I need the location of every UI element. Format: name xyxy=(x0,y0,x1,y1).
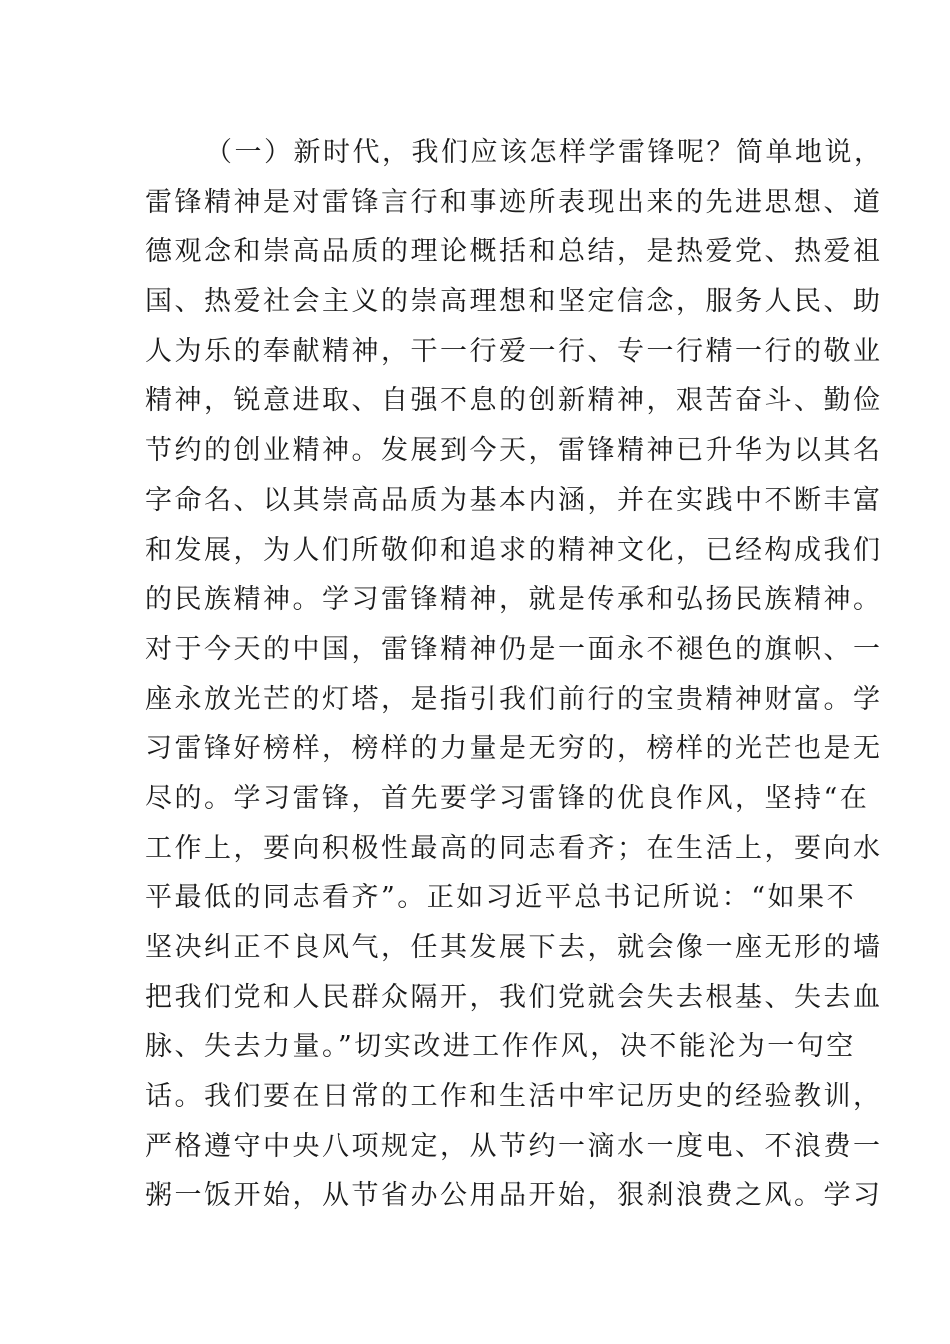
body-paragraph xyxy=(145,128,884,1221)
paragraph-line: 严格遵守中央八项规定，从节约一滴水一度电、不浪费一 xyxy=(145,1130,883,1162)
paragraph-line: 把我们党和人民群众隔开，我们党就会失去根基、失去血 xyxy=(145,981,883,1013)
paragraph-line: 节约的创业精神。发展到今天，雷锋精神已升华为以其名 xyxy=(145,435,883,467)
paragraph-line: 人为乐的奉献精神，干一行爱一行、专一行精一行的敬业 xyxy=(145,335,883,367)
paragraph-line: 尽的。学习雷锋，首先要学习雷锋的优良作风，坚持“在 xyxy=(145,782,870,814)
paragraph-line: 脉、失去力量。”切实改进工作作风，决不能沦为一句空 xyxy=(145,1031,856,1063)
paragraph-line: 精神，锐意进取、自强不息的创新精神，艰苦奋斗、勤俭 xyxy=(145,385,883,417)
paragraph-line: 习雷锋好榜样，榜样的力量是无穷的，榜样的光芒也是无 xyxy=(145,733,883,765)
paragraph-line: 国、热爱社会主义的崇高理想和坚定信念，服务人民、助 xyxy=(145,286,883,318)
paragraph-line: 的民族精神。学习雷锋精神，就是传承和弘扬民族精神。 xyxy=(145,584,883,616)
paragraph-line: 粥一饭开始，从节省办公用品开始，狠刹浪费之风。学习 xyxy=(145,1180,883,1212)
paragraph-line: 平最低的同志看齐”。正如习近平总书记所说：“如果不 xyxy=(145,882,857,914)
paragraph-line: 工作上，要向积极性最高的同志看齐；在生活上，要向水 xyxy=(145,832,883,864)
paragraph-line: 雷锋精神是对雷锋言行和事迹所表现出来的先进思想、道 xyxy=(145,186,883,218)
paragraph-line: 德观念和崇高品质的理论概括和总结，是热爱党、热爱祖 xyxy=(145,236,883,268)
paragraph-line: 和发展，为人们所敬仰和追求的精神文化，已经构成我们 xyxy=(145,534,883,566)
paragraph-line: 对于今天的中国，雷锋精神仍是一面永不褪色的旗帜、一 xyxy=(145,633,883,665)
paragraph-line: 字命名、以其崇高品质为基本内涵，并在实践中不断丰富 xyxy=(145,484,883,516)
paragraph-line: 话。我们要在日常的工作和生活中牢记历史的经验教训， xyxy=(145,1081,883,1113)
paragraph-line: （一）新时代，我们应该怎样学雷锋呢？简单地说， xyxy=(205,137,884,168)
paragraph-line: 座永放光芒的灯塔，是指引我们前行的宝贵精神财富。学 xyxy=(145,683,883,715)
paragraph-line: 坚决纠正不良风气，任其发展下去，就会像一座无形的墙 xyxy=(145,932,883,963)
